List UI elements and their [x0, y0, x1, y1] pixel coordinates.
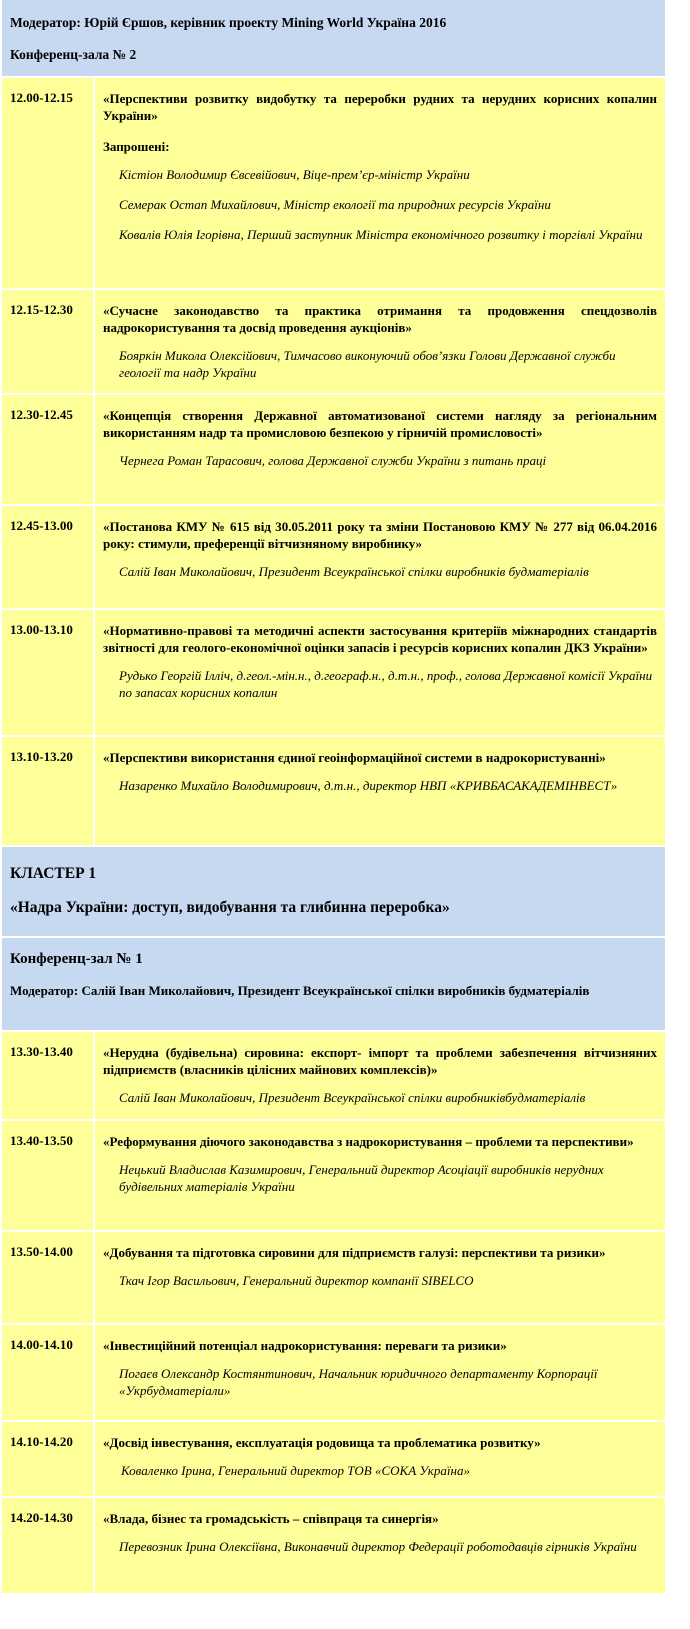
header-block — [2, 0, 665, 78]
speaker: Салій Іван Миколайович, Президент Всеукраїнської спілки виробниківбудматеріалів — [119, 1090, 586, 1105]
session-time: 13.40-13.50 — [2, 1121, 95, 1230]
session-content — [95, 78, 665, 288]
session-row — [2, 1498, 665, 1593]
speaker: Бояркін Микола Олексійович, Тимчасово виконуючий обов’язки Голови Державної служби геології та надр України — [119, 348, 616, 380]
session-content — [95, 1422, 665, 1496]
hall-title: Конференц-зала № 2 — [10, 47, 137, 62]
speaker: Коваленко Ірина, Генеральний директор ТОВ «СОКА Україна» — [121, 1463, 470, 1478]
session-row — [2, 1121, 665, 1232]
session-title: «Інвестиційний потенціал надрокористування: переваги та ризики» — [103, 1338, 507, 1353]
session-time: 12.15-12.30 — [2, 290, 95, 393]
session-row — [2, 78, 665, 290]
cluster-header — [2, 847, 665, 938]
session-title: «Добування та підготовка сировини для підприємств галузі: перспективи та ризики» — [103, 1245, 606, 1260]
session-content — [95, 737, 665, 845]
session-time: 12.00-12.15 — [2, 78, 95, 288]
speaker: Ткач Ігор Васильович, Генеральний директор компанії SIBELCO — [119, 1273, 474, 1288]
session-time: 12.45-13.00 — [2, 506, 95, 608]
session-time: 12.30-12.45 — [2, 395, 95, 504]
session-time: 13.50-14.00 — [2, 1232, 95, 1323]
cluster-hall-block — [2, 938, 665, 1032]
speaker: Кістіон Володимир Євсевійович, Віце-прем’єр-міністр України — [119, 167, 470, 182]
speaker: Чернега Роман Тарасович, голова Державної служби України з питань праці — [119, 453, 547, 468]
speaker: Перевозник Ірина Олексіївна, Виконавчий директор Федерації роботодавців гірників України — [119, 1539, 637, 1554]
session-content — [95, 1032, 665, 1119]
session-title: «Нормативно-правові та методичні аспекти застосування критеріїв міжнародних стандартів звітності для геолого-економічної оцінки запасів і ресурсів корисних копалин ДКЗ України» — [103, 623, 657, 655]
session-row — [2, 1032, 665, 1121]
session-title: «Нерудна (будівельна) сировина: експорт- імпорт та проблеми забезпечення вітчизняних підприємств (власників цілісних майнових комплексів)» — [103, 1045, 657, 1077]
speaker: Ковалів Юлія Ігорівна, Перший заступник Міністра економічного розвитку і торгівлі України — [119, 227, 643, 242]
cluster-hall: Конференц-зал № 1 — [10, 951, 143, 967]
moderator-line: Модератор: Юрій Єршов, керівник проекту Mining World Україна 2016 — [10, 15, 447, 30]
session-content — [95, 610, 665, 735]
session-content — [95, 1325, 665, 1420]
speaker: Назаренко Михайло Володимирович, д.т.н., директор НВП «КРИВБАСАКАДЕМІНВЕСТ» — [119, 778, 618, 793]
session-title: «Сучасне законодавство та практика отримання та продовження спецдозволів надрокористування та досвід проведення аукціонів» — [103, 303, 657, 335]
session-title: «Концепція створення Державної автоматизованої системи нагляду за регіональним використанням надр та промисловою безпекою у гірничій промисловості» — [103, 408, 657, 440]
speaker: Семерак Остап Михайлович, Міністр екології та природних ресурсів України — [119, 197, 551, 212]
session-time: 13.30-13.40 — [2, 1032, 95, 1119]
cluster-label: КЛАСТЕР 1 — [10, 865, 97, 882]
cluster-name: «Надра України: доступ, видобування та глибинна переробка» — [10, 899, 450, 916]
session-row — [2, 290, 665, 395]
session-content — [95, 395, 665, 504]
speaker: Рудько Георгій Ілліч, д.геол.-мін.н., д.географ.н., д.т.н., проф., голова Державної комісії України по запасах корисних копалин — [119, 668, 653, 700]
speaker: Салій Іван Миколайович, Президент Всеукраїнської спілки виробників будматеріалів — [119, 564, 589, 579]
speaker: Погаєв Олександр Костянтинович, Начальник юридичного департаменту Корпорації «Укрбудматеріали» — [119, 1366, 598, 1398]
session-time: 14.00-14.10 — [2, 1325, 95, 1420]
cluster-moderator: Модератор: Салій Іван Миколайович, Президент Всеукраїнської спілки виробників будматеріалів — [10, 983, 590, 998]
speaker: Нецький Владислав Казимирович, Генеральний директор Асоціації виробників нерудних будівельних матеріалів України — [119, 1162, 604, 1194]
session-content — [95, 1232, 665, 1323]
programme-table — [2, 0, 665, 1593]
session-time: 13.10-13.20 — [2, 737, 95, 845]
session-row — [2, 506, 665, 610]
session-row — [2, 1422, 665, 1498]
session-content — [95, 290, 665, 393]
invited-label: Запрошені: — [103, 139, 170, 154]
session-title: «Досвід інвестування, експлуатація родовища та проблематика розвитку» — [103, 1435, 541, 1450]
session-time: 13.00-13.10 — [2, 610, 95, 735]
session-title: «Постанова КМУ № 615 від 30.05.2011 року та зміни Постановою КМУ № 277 від 06.04.2016 року: стимули, преференції вітчизняному виробнику» — [103, 519, 657, 551]
session-content — [95, 506, 665, 608]
session-time: 14.10-14.20 — [2, 1422, 95, 1496]
session-title: «Реформування діючого законодавства з надрокористування – проблеми та перспективи» — [103, 1134, 634, 1149]
session-title: «Перспективи розвитку видобутку та переробки рудних та нерудних корисних копалин України» — [103, 91, 657, 123]
session-row — [2, 1232, 665, 1325]
session-content — [95, 1121, 665, 1230]
session-row — [2, 737, 665, 847]
session-row — [2, 610, 665, 737]
session-title: «Влада, бізнес та громадськість – співпраця та синергія» — [103, 1511, 439, 1526]
session-title: «Перспективи використання єдиної геоінформаційної системи в надрокористуванні» — [103, 750, 606, 765]
session-content — [95, 1498, 665, 1593]
session-time: 14.20-14.30 — [2, 1498, 95, 1593]
session-row — [2, 1325, 665, 1422]
session-row — [2, 395, 665, 506]
